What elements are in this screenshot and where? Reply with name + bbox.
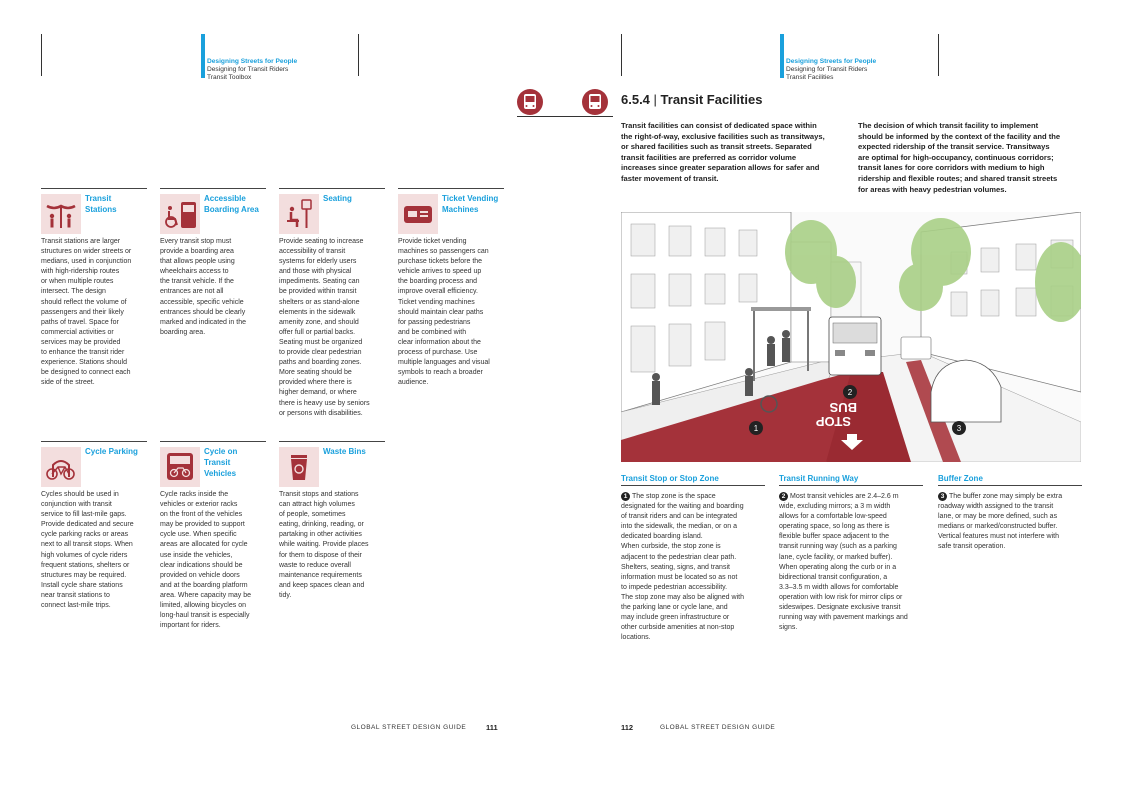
illustration-marker xyxy=(952,421,966,435)
bus-icon xyxy=(517,89,543,115)
zone-number-badge: 2 xyxy=(779,492,788,501)
header-chapter: Designing for Transit Riders xyxy=(786,66,868,73)
right-running-header xyxy=(786,58,876,82)
page-margin-line xyxy=(358,34,359,76)
zone-title: Buffer Zone xyxy=(938,474,1082,486)
illustration-marker xyxy=(843,385,857,399)
zone-body xyxy=(938,492,1082,553)
header-accent-bar xyxy=(201,34,205,78)
zone-text: The stop zone is the space designated for the waiting and boarding of transit riders and can be integrated into the sidewalk, the median, or on a dedicated boarding island. When curbside, the stop zone is adjacent to the pedestrian clear path. Shelters, seating, signs, and transit information must be located so as not to impede pedestrian accessibility. The stop zone may also be aligned with the parking lane or cycle lane, and may include green infrastructure or other curbside amenities at non-stop locations. xyxy=(621,493,744,642)
section-title: Transit Facilities xyxy=(660,92,763,107)
zone-number-badge: 3 xyxy=(938,492,947,501)
card-body: Provide seating to increase accessibility of transit systems for elderly users and those with physical impediments. Seating can be provided within transit shelters or as stand-alone elements in the sidewalk amenity zone, and should offer full or partial backs. Seating must be organized to provide clear pedestrian paths and boarding zones. More seating should be provided where there is higher demand, or where there is heavy use by seniors or persons with disabilities. xyxy=(279,238,370,417)
left-running-header xyxy=(207,58,297,82)
intro-paragraph-right: The decision of which transit facility to implement should be informed by the context of the facility and the expected ridership of the transit service. Transitways are optimal for high-occupancy, continuous corridors; transit lanes for core corridors with medium to high ridership and flexible routes; and shared transit streets for areas with heavy pedestrian volumes. xyxy=(858,121,1061,194)
footer-guide-title: GLOBAL STREET DESIGN GUIDE xyxy=(351,724,467,731)
card-title: Cycle Parking xyxy=(85,447,138,456)
card-title: Transit Stations xyxy=(85,194,117,214)
card-body: Cycle racks inside the vehicles or exterior racks on the front of the vehicles may be provided to support cycle use. When specific areas are allocated for cycle use inside the vehicles, clear indications should be provided on vehicle doors and at the boarding platform area. Where capacity may be limited, allowing bicycles on long-haul transit is especially important for riders. xyxy=(160,491,252,630)
footer-guide-title: GLOBAL STREET DESIGN GUIDE xyxy=(660,724,776,731)
zone-title: Transit Running Way xyxy=(779,474,923,486)
ticket-machine-icon xyxy=(398,194,438,234)
header-chapter: Designing for Transit Riders xyxy=(207,66,289,73)
zone-number-badge: 1 xyxy=(621,492,630,501)
section-divider: | xyxy=(653,92,661,107)
header-section: Designing Streets for People xyxy=(786,58,877,65)
intro-paragraph-left: Transit facilities can consist of dedicated space within the right-of-way, exclusive facilities such as transitways, or shared facilities such as transit streets. Separated transit facilities are preferred as corridor volume increases since greater separation allows for safer and faster movement of transit. xyxy=(621,121,825,183)
card-rule xyxy=(41,188,147,189)
section-number: 6.5.4 xyxy=(621,92,650,107)
bicycle-icon xyxy=(41,447,81,487)
card-rule xyxy=(160,441,266,442)
bus-icon xyxy=(582,89,608,115)
card-title: Ticket Vending Machines xyxy=(442,194,499,214)
header-section: Designing Streets for People xyxy=(207,58,298,65)
card-title: Waste Bins xyxy=(323,447,366,456)
page-margin-line xyxy=(41,34,42,76)
accessible-boarding-icon xyxy=(160,194,200,234)
transit-stop-illustration xyxy=(621,212,1081,462)
zone-body xyxy=(621,492,765,643)
section-heading xyxy=(621,92,762,107)
illustration-marker xyxy=(749,421,763,435)
zone-column-buffer-zone xyxy=(938,474,1082,553)
card-body: Cycles should be used in conjunction with transit service to fill last-mile gaps. Provide dedicated and secure cycle parking racks or areas next to all transit stops. When high volumes of cycle riders frequent stations, shelters or structures may be required. Install cycle share stations near transit stations to connect last-mile trips. xyxy=(41,491,134,610)
card-title: Cycle on Transit Vehicles xyxy=(204,447,238,478)
card-rule xyxy=(41,441,147,442)
marker-3-label: 3 xyxy=(956,424,962,433)
page-margin-line xyxy=(621,34,622,76)
page-number: 111 xyxy=(486,723,498,732)
marker-2-label: 2 xyxy=(847,388,853,397)
zone-title: Transit Stop or Stop Zone xyxy=(621,474,765,486)
zone-column-stop-zone xyxy=(621,474,765,643)
header-subchapter: Transit Toolbox xyxy=(207,74,252,81)
card-body: Transit stops and stations can attract high volumes of people, sometimes eating, drinking, reading, or partaking in other activities while waiting. Provide places for them to dispose of their waste to reduce overall maintenance requirements and keep spaces clean and tidy. xyxy=(279,491,369,599)
pavement-stop-text: STOP xyxy=(815,414,851,429)
zone-body xyxy=(779,492,923,633)
title-rule xyxy=(517,116,613,117)
card-body: Provide ticket vending machines so passengers can purchase tickets before the vehicle arrives to speed up the boarding process and improve overall efficiency. Ticket vending machines should maintain clear paths for passing pedestrians and be combined with clear information about the process of purchase. Use multiple languages and visual symbols to reach a broader audience. xyxy=(398,238,490,387)
zone-text: The buffer zone may simply be extra roadway width assigned to the transit lane, or may be more defined, such as medians or marked/constructed buffer. Vertical features must not interfere with safe transit operation. xyxy=(938,493,1063,551)
transit-station-icon xyxy=(41,194,81,234)
card-body: Transit stations are larger structures on wider streets or medians, used in conjunction with high-ridership routes or when multiple routes intersect. The design should reflect the volume of passengers and their likely paths of travel. Space for commercial activities or services may be provided to enhance the transit rider experience. Stations should be designed to connect each side of the street. xyxy=(41,238,132,387)
marker-1-label: 1 xyxy=(753,424,759,433)
card-body: Every transit stop must provide a boarding area that allows people using wheelchairs access to the transit vehicle. If the entrances are not all accessible, specific vehicle entrances should be clearly marked and indicated in the boarding area. xyxy=(160,238,246,336)
card-rule xyxy=(279,441,385,442)
card-rule xyxy=(160,188,266,189)
bus-with-bike-icon xyxy=(160,447,200,487)
waste-bin-icon xyxy=(279,447,319,487)
card-title: Accessible Boarding Area xyxy=(204,194,259,214)
pavement-bus-text: BUS xyxy=(829,400,857,415)
header-accent-bar xyxy=(780,34,784,78)
page-margin-line xyxy=(938,34,939,76)
zone-text: Most transit vehicles are 2.4–2.6 m wide, excluding mirrors; a 3 m width allows for a comfortable low-speed operating space, so long as there is flexible buffer space adjacent to the transit running way (such as a parking lane, cycle facility, or marked buffer). When operating along the curb or in a bidirectional transit configuration, a 3.3–3.5 m width allows for comfortable operation with low risk for mirror clips or sideswipes. Designate exclusive transit running way with pavement markings and signs. xyxy=(779,493,908,632)
card-title: Seating xyxy=(323,194,352,203)
page-number: 112 xyxy=(621,723,634,732)
zone-column-running-way xyxy=(779,474,923,633)
header-subchapter: Transit Facilities xyxy=(786,74,834,81)
card-rule xyxy=(279,188,385,189)
seating-icon xyxy=(279,194,319,234)
card-rule xyxy=(398,188,504,189)
